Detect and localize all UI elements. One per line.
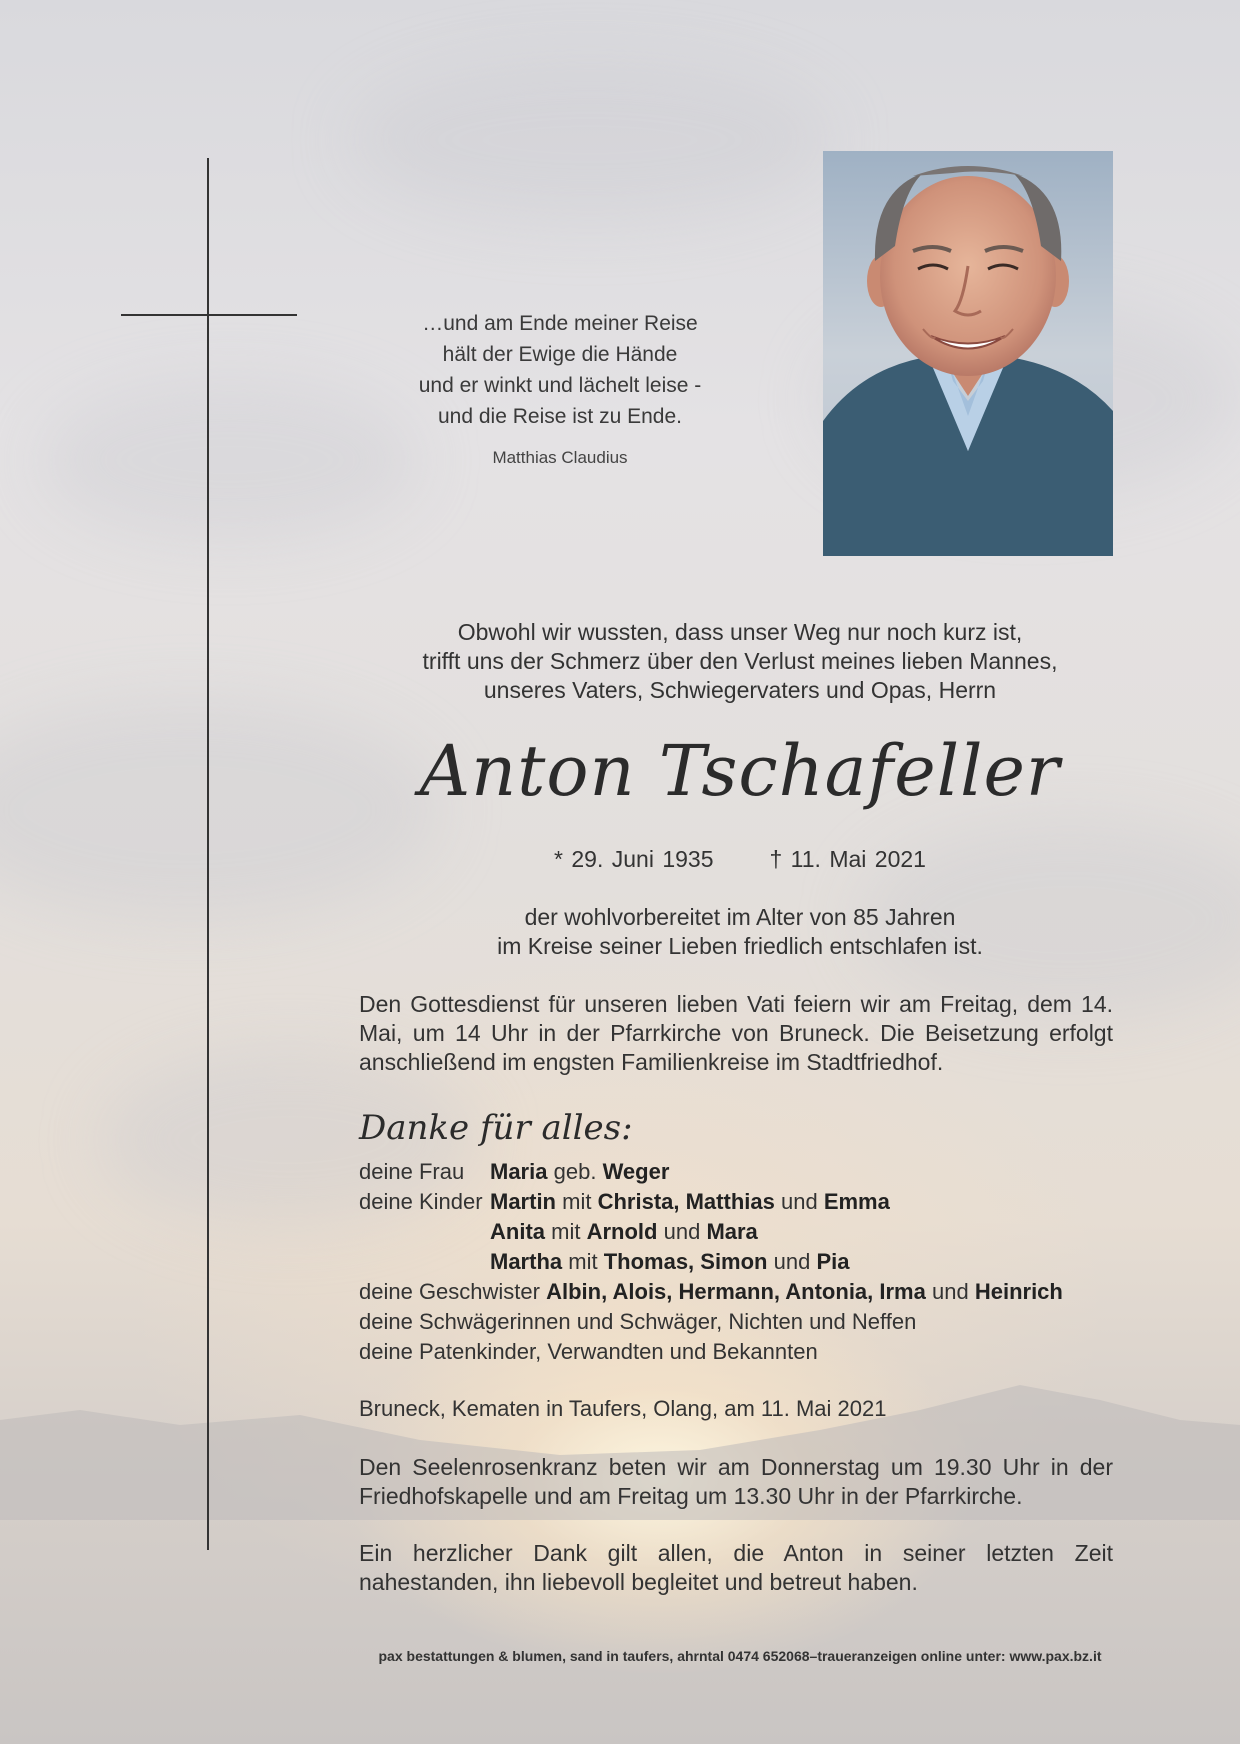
child-name: Anita bbox=[490, 1219, 545, 1244]
family-row-inlaws: deine Schwägerinnen und Schwäger, Nichten und Neffen bbox=[359, 1309, 917, 1334]
cloud-decoration bbox=[350, 60, 830, 220]
child-partners: Arnold bbox=[586, 1219, 658, 1244]
deceased-name: Anton Tschafeller bbox=[419, 730, 1061, 812]
intro-text bbox=[380, 618, 1100, 705]
quote-line: …und am Ende meiner Reise bbox=[422, 312, 698, 335]
portrait-photo bbox=[823, 151, 1113, 556]
family-row-child bbox=[359, 1247, 1119, 1277]
family-row-child bbox=[359, 1217, 1119, 1247]
birth-date: * 29. Juni 1935 bbox=[554, 846, 714, 872]
intro-line: trifft uns der Schmerz über den Verlust meines lieben Mannes, bbox=[422, 648, 1058, 674]
portrait-illustration bbox=[823, 151, 1113, 556]
quote-line: und die Reise ist zu Ende. bbox=[438, 405, 682, 428]
poem-quote bbox=[380, 308, 740, 432]
age-text bbox=[380, 903, 1100, 961]
child-partners: Thomas, Simon bbox=[603, 1249, 768, 1274]
funeral-service-text: Den Gottesdienst für unseren lieben Vati feiern wir am Freitag, dem 14. Mai, um 14 Uhr in der Pfarrkirche von Bruneck. Die Beisetzung erfolgt anschließend im engsten Familienkreise im Stadtfriedhof. bbox=[359, 991, 1113, 1075]
quote-author: Matthias Claudius bbox=[492, 448, 628, 467]
family-row-siblings bbox=[359, 1277, 1119, 1307]
und-text: und bbox=[663, 1219, 701, 1244]
family-row-wife bbox=[359, 1157, 1119, 1187]
grandchild-name: Emma bbox=[823, 1189, 890, 1214]
family-row-godchildren: deine Patenkinder, Verwandten und Bekannten bbox=[359, 1339, 818, 1364]
quote-line: hält der Ewige die Hände bbox=[442, 343, 678, 366]
child-partners: Christa, Matthias bbox=[597, 1189, 775, 1214]
und-text: und bbox=[780, 1189, 818, 1214]
death-date: † 11. Mai 2021 bbox=[769, 846, 926, 872]
und-text: und bbox=[773, 1249, 811, 1274]
wife-label: deine Frau bbox=[359, 1159, 465, 1184]
place-date: Bruneck, Kematen in Taufers, Olang, am 11. Mai 2021 bbox=[359, 1396, 887, 1421]
cloud-decoration bbox=[0, 700, 440, 920]
grandchild-name: Mara bbox=[706, 1219, 758, 1244]
thank-all-text: Ein herzlicher Dank gilt allen, die Anton in seiner letzten Zeit nahestanden, ihn liebevoll begleitet und betreut haben. bbox=[359, 1540, 1113, 1595]
life-dates bbox=[380, 846, 1100, 873]
age-line: im Kreise seiner Lieben friedlich entschlafen ist. bbox=[497, 933, 983, 959]
siblings-names: Albin, Alois, Hermann, Antonia, Irma bbox=[546, 1279, 926, 1304]
children-label: deine Kinder bbox=[359, 1189, 483, 1214]
child-name: Martha bbox=[490, 1249, 563, 1274]
family-list bbox=[359, 1157, 1119, 1367]
geb-text: geb. bbox=[553, 1159, 597, 1184]
rosary-text: Den Seelenrosenkranz beten wir am Donnerstag um 19.30 Uhr in der Friedhofskapelle und am Freitag um 13.30 Uhr in der Pfarrkirche. bbox=[359, 1454, 1113, 1509]
mit-text: mit bbox=[562, 1189, 592, 1214]
siblings-label: deine Geschwister bbox=[359, 1279, 540, 1304]
cloud-decoration bbox=[40, 380, 420, 540]
grandchild-name: Pia bbox=[816, 1249, 850, 1274]
und-text: und bbox=[931, 1279, 969, 1304]
child-name: Martin bbox=[490, 1189, 556, 1214]
intro-line: Obwohl wir wussten, dass unser Weg nur noch kurz ist, bbox=[457, 619, 1023, 645]
family-row-children bbox=[359, 1187, 1119, 1217]
sibling-name: Heinrich bbox=[974, 1279, 1063, 1304]
footer-undertaker: pax bestattungen & blumen, sand in taufers, ahrntal 0474 652068–traueranzeigen online unter: www.pax.bz.it bbox=[378, 1648, 1102, 1664]
age-line: der wohlvorbereitet im Alter von 85 Jahren bbox=[524, 904, 956, 930]
mit-text: mit bbox=[551, 1219, 581, 1244]
cross-horizontal-bar bbox=[121, 314, 297, 316]
quote-line: und er winkt und lächelt leise - bbox=[418, 374, 702, 397]
cross-vertical-bar bbox=[207, 158, 209, 1550]
mit-text: mit bbox=[568, 1249, 598, 1274]
wife-maiden-name: Weger bbox=[602, 1159, 670, 1184]
wife-name: Maria bbox=[490, 1159, 548, 1184]
thanks-heading: Danke für alles: bbox=[359, 1108, 633, 1148]
intro-line: unseres Vaters, Schwiegervaters und Opas, Herrn bbox=[483, 677, 997, 703]
